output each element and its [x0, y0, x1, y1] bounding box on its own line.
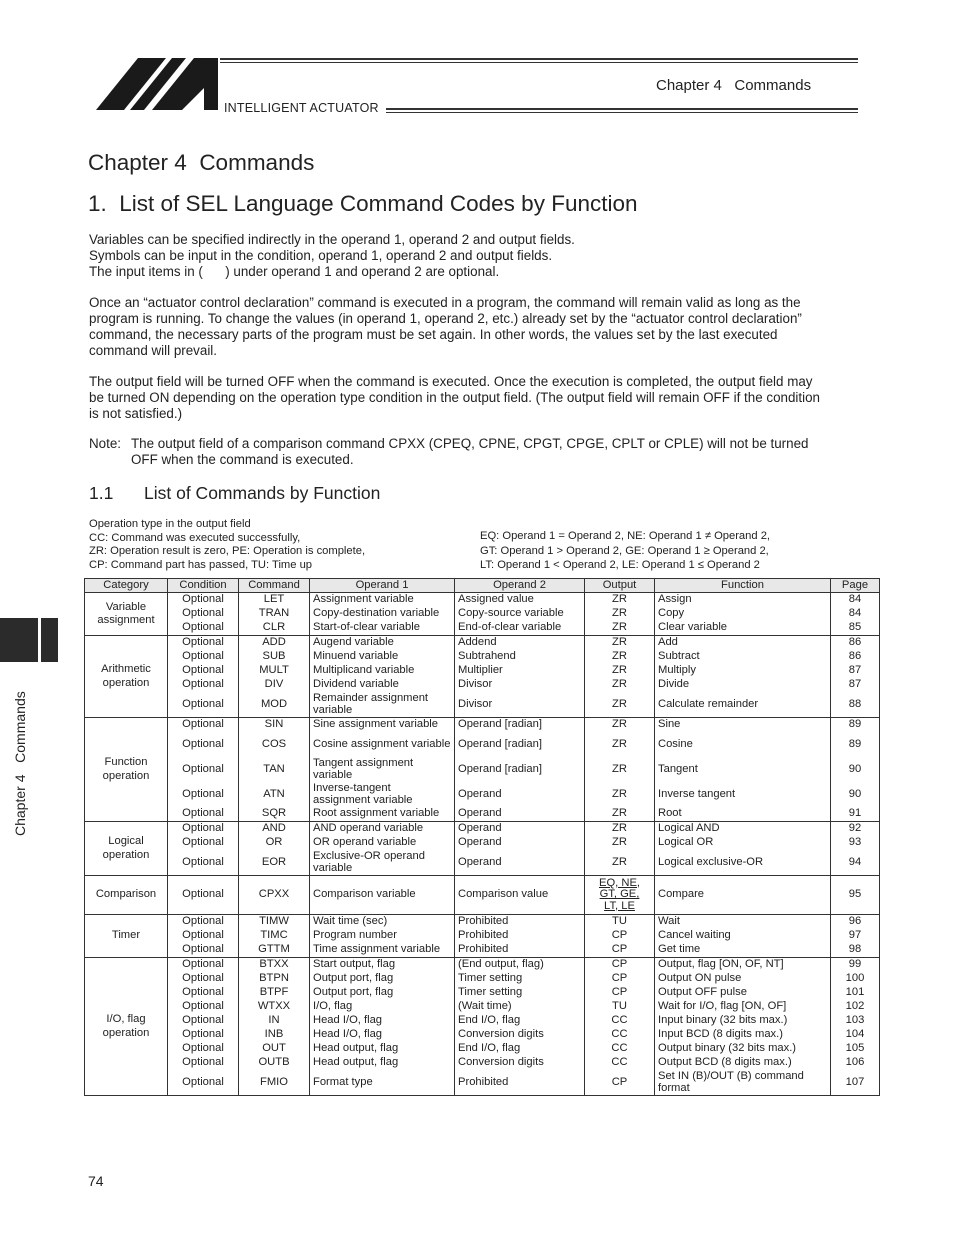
- page-cell: 100: [831, 972, 880, 986]
- table-row: [85, 986, 880, 1000]
- command-cell: FMIO: [239, 1070, 310, 1096]
- operand1-cell: Head I/O, flag: [310, 1014, 455, 1028]
- page-cell: 104: [831, 1028, 880, 1042]
- operand1-cell: Assignment variable: [310, 593, 455, 608]
- function-cell: Divide: [655, 678, 831, 692]
- operand2-cell: End I/O, flag: [455, 1042, 585, 1056]
- operand1-cell: Head output, flag: [310, 1042, 455, 1056]
- page-cell: 86: [831, 636, 880, 651]
- page-cell: 93: [831, 836, 880, 850]
- condition-cell: Optional: [168, 1000, 239, 1014]
- paragraph-line: Once an “actuator control declaration” command is executed in a program, the command will remain valid as long as the: [89, 295, 801, 310]
- condition-cell: Optional: [168, 718, 239, 733]
- output-cell: ZR: [585, 807, 655, 822]
- condition-cell: Optional: [168, 607, 239, 621]
- paragraph-line: The output field will be turned OFF when the command is executed. Once the execution is completed, the output field may: [89, 374, 813, 389]
- output-cell: ZR: [585, 836, 655, 850]
- operand2-cell: Prohibited: [455, 915, 585, 930]
- operand1-cell: Format type: [310, 1070, 455, 1096]
- iai-logo: [96, 58, 218, 110]
- operand1-cell: Inverse-tangent assignment variable: [310, 782, 455, 807]
- comparison-output-line: GT, GE,: [599, 888, 640, 901]
- operand2-cell: Operand: [455, 822, 585, 837]
- page-number: 74: [88, 1173, 104, 1189]
- page-cell: 91: [831, 807, 880, 822]
- command-cell: LET: [239, 593, 310, 608]
- table-row: [85, 1000, 880, 1014]
- note-text: [131, 436, 861, 468]
- paragraph-line: be turned ON depending on the operation type condition in the output field. (The output field will remain OFF if the condition: [89, 390, 820, 405]
- paragraph-line: Variables can be specified indirectly in the operand 1, operand 2 and output fields.: [89, 232, 575, 247]
- function-cell: Inverse tangent: [655, 782, 831, 807]
- output-cell: CC: [585, 1042, 655, 1056]
- table-row: [85, 757, 880, 782]
- table-row: [85, 822, 880, 837]
- operand2-cell: (End output, flag): [455, 958, 585, 973]
- output-cell: ZR: [585, 650, 655, 664]
- output-cell: ZR: [585, 850, 655, 876]
- legend-line: CC: Command was executed successfully,: [89, 531, 301, 544]
- command-cell: CLR: [239, 621, 310, 636]
- command-cell: DIV: [239, 678, 310, 692]
- output-cell: ZR: [585, 822, 655, 837]
- condition-cell: Optional: [168, 593, 239, 608]
- page-cell: 92: [831, 822, 880, 837]
- subsection-number: 1.1: [89, 483, 114, 503]
- column-header: Operand 2: [455, 579, 585, 593]
- command-cell: CPXX: [239, 876, 310, 915]
- function-cell: Logical AND: [655, 822, 831, 837]
- operand2-cell: Prohibited: [455, 1070, 585, 1096]
- operand2-cell: (Wait time): [455, 1000, 585, 1014]
- column-header: Command: [239, 579, 310, 593]
- function-cell: Copy: [655, 607, 831, 621]
- command-cell: COS: [239, 732, 310, 757]
- page-cell: 86: [831, 650, 880, 664]
- operand2-cell: End-of-clear variable: [455, 621, 585, 636]
- page-cell: 96: [831, 915, 880, 930]
- function-cell: Get time: [655, 943, 831, 958]
- operand1-cell: Program number: [310, 929, 455, 943]
- legend-output-types: [89, 518, 365, 572]
- paragraph-line: command, the necessary parts of the program must be set again. In other words, the values set by the last executed: [89, 327, 778, 342]
- operand1-cell: Tangent assignment variable: [310, 757, 455, 782]
- command-table: [84, 578, 880, 1096]
- condition-cell: Optional: [168, 650, 239, 664]
- output-cell: ZR: [585, 782, 655, 807]
- table-row: [85, 876, 880, 915]
- page-cell: 89: [831, 732, 880, 757]
- function-cell: Input binary (32 bits max.): [655, 1014, 831, 1028]
- legend-comparison-types: [480, 529, 770, 573]
- page-cell: 103: [831, 1014, 880, 1028]
- command-cell: SUB: [239, 650, 310, 664]
- operand2-cell: Operand: [455, 807, 585, 822]
- subsection-title: [89, 483, 380, 504]
- table-row: [85, 1028, 880, 1042]
- paragraph-line: Symbols can be input in the condition, operand 1, operand 2 and output fields.: [89, 248, 553, 263]
- page-cell: 102: [831, 1000, 880, 1014]
- condition-cell: Optional: [168, 732, 239, 757]
- condition-cell: Optional: [168, 782, 239, 807]
- command-cell: IN: [239, 1014, 310, 1028]
- function-cell: Wait for I/O, flag [ON, OF]: [655, 1000, 831, 1014]
- header-rule: [220, 58, 858, 60]
- output-cell: ZR: [585, 678, 655, 692]
- operand2-cell: Conversion digits: [455, 1056, 585, 1070]
- condition-cell: Optional: [168, 664, 239, 678]
- condition-cell: Optional: [168, 876, 239, 915]
- condition-cell: Optional: [168, 807, 239, 822]
- function-cell: Tangent: [655, 757, 831, 782]
- side-chapter-label: Chapter 4 Commands: [12, 691, 28, 836]
- table-row: [85, 1056, 880, 1070]
- command-cell: WTXX: [239, 1000, 310, 1014]
- output-cell: ZR: [585, 757, 655, 782]
- paragraph-line: The input items in ( ) under operand 1 and operand 2 are optional.: [89, 264, 500, 279]
- function-cell: Output, flag [ON, OF, NT]: [655, 958, 831, 973]
- operand1-cell: Remainder assignment variable: [310, 692, 455, 718]
- condition-cell: Optional: [168, 822, 239, 837]
- legend-line: EQ: Operand 1 = Operand 2, NE: Operand 1 ≠ Operand 2,: [480, 530, 771, 542]
- output-cell: ZR: [585, 732, 655, 757]
- function-cell: Root: [655, 807, 831, 822]
- table-row: [85, 650, 880, 664]
- column-header: Category: [85, 579, 168, 593]
- output-cell: ZR: [585, 692, 655, 718]
- command-cell: MULT: [239, 664, 310, 678]
- condition-cell: Optional: [168, 1056, 239, 1070]
- function-cell: Logical exclusive-OR: [655, 850, 831, 876]
- column-header: Page: [831, 579, 880, 593]
- condition-cell: Optional: [168, 986, 239, 1000]
- command-cell: BTPN: [239, 972, 310, 986]
- command-cell: INB: [239, 1028, 310, 1042]
- table-row: [85, 782, 880, 807]
- output-cell: [585, 876, 655, 915]
- condition-cell: Optional: [168, 1028, 239, 1042]
- output-cell: CP: [585, 943, 655, 958]
- page-cell: 85: [831, 621, 880, 636]
- side-chapter-tab: [0, 618, 58, 662]
- command-cell: TRAN: [239, 607, 310, 621]
- page-cell: 99: [831, 958, 880, 973]
- header-rule: [386, 112, 858, 113]
- function-cell: Output OFF pulse: [655, 986, 831, 1000]
- page-cell: 107: [831, 1070, 880, 1096]
- page-cell: 84: [831, 593, 880, 608]
- note-line: The output field of a comparison command CPXX (CPEQ, CPNE, CPGT, CPGE, CPLT or CPLE) will not be turned: [131, 436, 809, 451]
- condition-cell: Optional: [168, 958, 239, 973]
- operand2-cell: Operand: [455, 782, 585, 807]
- subsection-text: List of Commands by Function: [144, 483, 381, 503]
- output-cell: TU: [585, 1000, 655, 1014]
- command-cell: OUT: [239, 1042, 310, 1056]
- output-cell: ZR: [585, 718, 655, 733]
- page-cell: 101: [831, 986, 880, 1000]
- command-cell: EOR: [239, 850, 310, 876]
- column-header: Operand 1: [310, 579, 455, 593]
- category-cell: Arithmetic operation: [85, 636, 168, 718]
- condition-cell: Optional: [168, 1042, 239, 1056]
- note-label: Note:: [89, 436, 122, 451]
- output-cell: CC: [585, 1056, 655, 1070]
- operand2-cell: Multiplier: [455, 664, 585, 678]
- operand2-cell: End I/O, flag: [455, 1014, 585, 1028]
- operand2-cell: Prohibited: [455, 929, 585, 943]
- section-title: 1. List of SEL Language Command Codes by Function: [88, 191, 638, 216]
- operand1-cell: OR operand variable: [310, 836, 455, 850]
- table-row: [85, 929, 880, 943]
- table-row: [85, 692, 880, 718]
- command-cell: ATN: [239, 782, 310, 807]
- operand1-cell: Output port, flag: [310, 972, 455, 986]
- page-cell: 90: [831, 757, 880, 782]
- command-cell: MOD: [239, 692, 310, 718]
- condition-cell: Optional: [168, 621, 239, 636]
- operand2-cell: Timer setting: [455, 986, 585, 1000]
- operand1-cell: Head I/O, flag: [310, 1028, 455, 1042]
- table-row: [85, 958, 880, 973]
- table-row: [85, 850, 880, 876]
- command-cell: SQR: [239, 807, 310, 822]
- condition-cell: Optional: [168, 850, 239, 876]
- command-cell: SIN: [239, 718, 310, 733]
- condition-cell: Optional: [168, 972, 239, 986]
- condition-cell: Optional: [168, 915, 239, 930]
- condition-cell: Optional: [168, 692, 239, 718]
- category-cell: Variable assignment: [85, 593, 168, 636]
- output-cell: ZR: [585, 664, 655, 678]
- comparison-output-line: EQ, NE,: [598, 876, 641, 889]
- table-header-row: [85, 579, 880, 593]
- operand1-cell: Root assignment variable: [310, 807, 455, 822]
- operand2-cell: Assigned value: [455, 593, 585, 608]
- page-cell: 105: [831, 1042, 880, 1056]
- operand2-cell: Operand [radian]: [455, 718, 585, 733]
- function-cell: Input BCD (8 digits max.): [655, 1028, 831, 1042]
- condition-cell: Optional: [168, 943, 239, 958]
- output-cell: CP: [585, 958, 655, 973]
- operand2-cell: Timer setting: [455, 972, 585, 986]
- operand2-cell: Addend: [455, 636, 585, 651]
- operand1-cell: Multiplicand variable: [310, 664, 455, 678]
- command-cell: TAN: [239, 757, 310, 782]
- page-cell: 88: [831, 692, 880, 718]
- operand2-cell: Subtrahend: [455, 650, 585, 664]
- operand1-cell: Head output, flag: [310, 1056, 455, 1070]
- command-cell: TIMC: [239, 929, 310, 943]
- command-cell: GTTM: [239, 943, 310, 958]
- operand1-cell: Dividend variable: [310, 678, 455, 692]
- column-header: Output: [585, 579, 655, 593]
- page-cell: 94: [831, 850, 880, 876]
- output-cell: ZR: [585, 636, 655, 651]
- operand2-cell: Divisor: [455, 678, 585, 692]
- legend-line: ZR: Operation result is zero, PE: Operation is complete,: [89, 545, 366, 557]
- paragraph-2: [89, 295, 859, 359]
- table-row: [85, 1042, 880, 1056]
- page-cell: 106: [831, 1056, 880, 1070]
- operand1-cell: Sine assignment variable: [310, 718, 455, 733]
- table-row: [85, 621, 880, 636]
- function-cell: Clear variable: [655, 621, 831, 636]
- output-cell: CP: [585, 1070, 655, 1096]
- column-header: Condition: [168, 579, 239, 593]
- function-cell: Subtract: [655, 650, 831, 664]
- legend-line: LT: Operand 1 < Operand 2, LE: Operand 1 ≤ Operand 2: [480, 559, 760, 571]
- output-cell: CP: [585, 986, 655, 1000]
- table-row: [85, 807, 880, 822]
- page-cell: 84: [831, 607, 880, 621]
- page-cell: 87: [831, 664, 880, 678]
- function-cell: Wait: [655, 915, 831, 930]
- function-cell: Multiply: [655, 664, 831, 678]
- page-cell: 90: [831, 782, 880, 807]
- function-cell: Output BCD (8 digits max.): [655, 1056, 831, 1070]
- operand1-cell: Time assignment variable: [310, 943, 455, 958]
- paragraph-line: command will prevail.: [89, 343, 217, 358]
- operand1-cell: Wait time (sec): [310, 915, 455, 930]
- command-cell: ADD: [239, 636, 310, 651]
- operand1-cell: AND operand variable: [310, 822, 455, 837]
- paragraph-3: [89, 374, 859, 422]
- command-cell: OUTB: [239, 1056, 310, 1070]
- condition-cell: Optional: [168, 929, 239, 943]
- page-cell: 97: [831, 929, 880, 943]
- operand2-cell: Operand: [455, 850, 585, 876]
- function-cell: Sine: [655, 718, 831, 733]
- function-cell: Logical OR: [655, 836, 831, 850]
- operand1-cell: Exclusive-OR operand variable: [310, 850, 455, 876]
- header-chapter: Chapter 4 Commands: [656, 77, 812, 94]
- page-cell: 87: [831, 678, 880, 692]
- category-cell: Logical operation: [85, 822, 168, 876]
- paragraph-1: [89, 232, 859, 280]
- legend-line: CP: Command part has passed, TU: Time up: [89, 558, 313, 571]
- brand-text: INTELLIGENT ACTUATOR: [224, 101, 379, 115]
- operand2-cell: Conversion digits: [455, 1028, 585, 1042]
- command-cell: AND: [239, 822, 310, 837]
- paragraph-line: program is running. To change the values (in operand 1, operand 2, etc.) already set by the “actuator control declaration”: [89, 311, 802, 326]
- condition-cell: Optional: [168, 1014, 239, 1028]
- page-cell: 98: [831, 943, 880, 958]
- output-cell: ZR: [585, 621, 655, 636]
- function-cell: Compare: [655, 876, 831, 915]
- operand2-cell: Comparison value: [455, 876, 585, 915]
- function-cell: Output binary (32 bits max.): [655, 1042, 831, 1056]
- operand1-cell: Comparison variable: [310, 876, 455, 915]
- paragraph-line: is not satisfied.): [89, 406, 183, 421]
- operand1-cell: Copy-destination variable: [310, 607, 455, 621]
- condition-cell: Optional: [168, 836, 239, 850]
- table-row: [85, 836, 880, 850]
- operand2-cell: Prohibited: [455, 943, 585, 958]
- output-cell: ZR: [585, 607, 655, 621]
- operand1-cell: Start-of-clear variable: [310, 621, 455, 636]
- note-line: OFF when the command is executed.: [131, 452, 354, 467]
- table-row: [85, 636, 880, 651]
- operand2-cell: Operand [radian]: [455, 757, 585, 782]
- function-cell: Set IN (B)/OUT (B) command format: [655, 1070, 831, 1096]
- table-row: [85, 607, 880, 621]
- header-rule: [220, 62, 858, 63]
- table-row: [85, 718, 880, 733]
- category-cell: Function operation: [85, 718, 168, 822]
- function-cell: Cosine: [655, 732, 831, 757]
- operand1-cell: Augend variable: [310, 636, 455, 651]
- table-row: [85, 678, 880, 692]
- operand2-cell: Divisor: [455, 692, 585, 718]
- category-cell: Timer: [85, 915, 168, 958]
- output-cell: CP: [585, 972, 655, 986]
- chapter-title: Chapter 4 Commands: [88, 150, 315, 175]
- command-cell: OR: [239, 836, 310, 850]
- operand2-cell: Operand: [455, 836, 585, 850]
- operand1-cell: Minuend variable: [310, 650, 455, 664]
- output-cell: CP: [585, 929, 655, 943]
- condition-cell: Optional: [168, 757, 239, 782]
- output-cell: ZR: [585, 593, 655, 608]
- operand2-cell: Operand [radian]: [455, 732, 585, 757]
- table-row: [85, 1070, 880, 1096]
- operand1-cell: I/O, flag: [310, 1000, 455, 1014]
- operand1-cell: Cosine assignment variable: [310, 732, 455, 757]
- output-cell: TU: [585, 915, 655, 930]
- function-cell: Add: [655, 636, 831, 651]
- column-header: Function: [655, 579, 831, 593]
- comparison-output-line: LT, LE: [604, 899, 635, 912]
- table-row: [85, 972, 880, 986]
- table-row: [85, 943, 880, 958]
- condition-cell: Optional: [168, 678, 239, 692]
- operand1-cell: Output port, flag: [310, 986, 455, 1000]
- function-cell: Cancel waiting: [655, 929, 831, 943]
- condition-cell: Optional: [168, 636, 239, 651]
- function-cell: Calculate remainder: [655, 692, 831, 718]
- table-row: [85, 664, 880, 678]
- category-cell: Comparison: [85, 876, 168, 915]
- category-cell: I/O, flag operation: [85, 958, 168, 1096]
- function-cell: Assign: [655, 593, 831, 608]
- header-rule: [386, 108, 858, 110]
- condition-cell: Optional: [168, 1070, 239, 1096]
- command-cell: TIMW: [239, 915, 310, 930]
- table-row: [85, 732, 880, 757]
- command-cell: BTXX: [239, 958, 310, 973]
- table-row: [85, 915, 880, 930]
- legend-line: GT: Operand 1 > Operand 2, GE: Operand 1 ≥ Operand 2,: [480, 544, 769, 557]
- legend-line: Operation type in the output field: [89, 518, 251, 530]
- page-cell: 89: [831, 718, 880, 733]
- command-cell: BTPF: [239, 986, 310, 1000]
- operand2-cell: Copy-source variable: [455, 607, 585, 621]
- operand1-cell: Start output, flag: [310, 958, 455, 973]
- output-cell: CC: [585, 1014, 655, 1028]
- page-cell: 95: [831, 876, 880, 915]
- output-cell: CC: [585, 1028, 655, 1042]
- table-row: [85, 593, 880, 608]
- table-row: [85, 1014, 880, 1028]
- function-cell: Output ON pulse: [655, 972, 831, 986]
